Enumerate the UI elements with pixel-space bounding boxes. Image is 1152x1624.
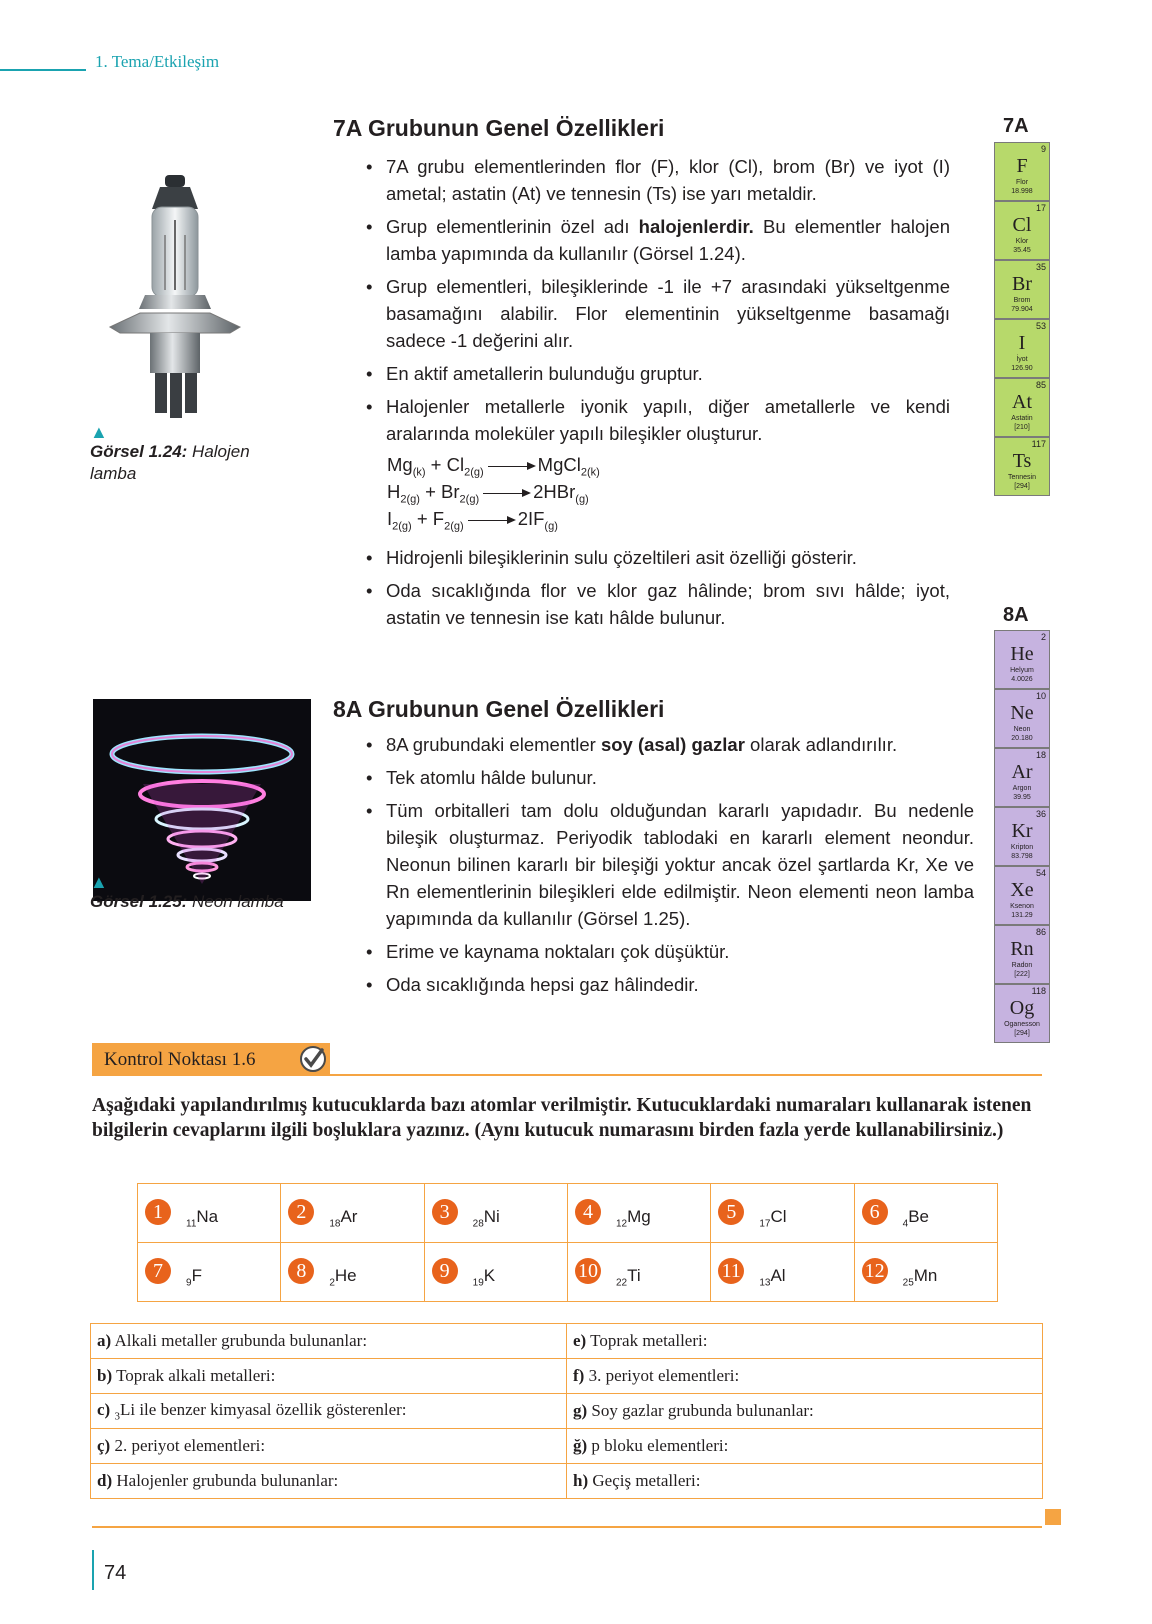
atom-label bbox=[186, 1207, 218, 1229]
question-c[interactable]: c) $_3$Li ile benzer kimyasal özellik gösterenler: bbox=[91, 1394, 567, 1429]
atomic-number: 25 bbox=[902, 1277, 914, 1289]
atomic-number: 17 bbox=[1035, 203, 1046, 213]
element-cell-xe bbox=[994, 866, 1050, 925]
atom-label bbox=[759, 1266, 785, 1288]
element-cell-at bbox=[994, 378, 1050, 437]
figure-caption-1-24: ▲ Görsel 1.24: Halojen lamba bbox=[90, 423, 280, 485]
question-g[interactable]: g) Soy gazlar grubunda bulunanlar: bbox=[567, 1394, 1043, 1429]
element-symbol: He bbox=[334, 1266, 357, 1285]
element-symbol: Xe bbox=[1010, 879, 1034, 901]
question-table bbox=[90, 1323, 1043, 1499]
element-symbol: Mn bbox=[913, 1266, 938, 1285]
list-item: • Halojenler metallerle iyonik yapılı, diğer ametallerle ve kendi aralarında moleküler yapılı bileşikler oluşturur. bbox=[362, 393, 950, 447]
element-name: Neon bbox=[1013, 726, 1031, 733]
list-item: • Grup elementleri, bileşiklerinde -1 ile +7 arasındaki yükseltgenme basamağını alabilir. Flor elementinin yükseltgenme basamağı sadece -1 değerini alır. bbox=[362, 273, 950, 354]
element-symbol: I bbox=[1018, 332, 1026, 354]
atom-box-5 bbox=[711, 1184, 854, 1243]
atom-label bbox=[473, 1207, 500, 1229]
atomic-number: 18 bbox=[1035, 750, 1046, 760]
figure-caption-1-25: ▲ Görsel 1.25: Neon lamba bbox=[90, 873, 310, 913]
atomic-mass: 83.798 bbox=[1011, 853, 1033, 860]
atomic-number: 11 bbox=[186, 1218, 197, 1230]
element-symbol: Kr bbox=[1011, 820, 1033, 842]
question-a[interactable]: a) Alkali metaller grubunda bulunanlar: bbox=[91, 1324, 567, 1359]
list-item: • Tek atomlu hâlde bulunur. bbox=[362, 764, 974, 791]
atomic-number: 36 bbox=[1035, 809, 1046, 819]
element-cell-cl bbox=[994, 201, 1050, 260]
element-name: Tennesin bbox=[1007, 474, 1037, 481]
atomic-mass: [294] bbox=[1014, 1030, 1030, 1037]
atomic-number: 118 bbox=[1031, 986, 1046, 996]
atomic-number: 4 bbox=[902, 1218, 909, 1230]
box-number-badge: 11 bbox=[718, 1258, 744, 1284]
atom-box-grid bbox=[137, 1183, 998, 1302]
box-number-badge: 3 bbox=[432, 1199, 458, 1225]
element-symbol: Na bbox=[196, 1207, 219, 1226]
atom-label bbox=[903, 1266, 938, 1288]
atomic-mass: [294] bbox=[1014, 483, 1030, 490]
7a-bullet-list bbox=[362, 153, 950, 453]
caption-marker-icon: ▲ bbox=[90, 872, 108, 892]
element-symbol: He bbox=[1010, 643, 1034, 665]
atomic-mass: 79.904 bbox=[1011, 306, 1033, 313]
atomic-mass: 39.95 bbox=[1013, 794, 1031, 801]
atomic-number: 17 bbox=[759, 1218, 771, 1230]
element-symbol: Rn bbox=[1010, 938, 1034, 960]
header-rule bbox=[0, 69, 86, 71]
list-item: • 7A grubu elementlerinden flor (F), klor (Cl), brom (Br) ve iyot (I) ametal; astatin (At) ve tennesin (Ts) ise yarı metaldir. bbox=[362, 153, 950, 207]
atom-label bbox=[186, 1266, 202, 1288]
element-cell-ts bbox=[994, 437, 1050, 496]
element-cell-i bbox=[994, 319, 1050, 378]
atom-label bbox=[616, 1207, 651, 1229]
element-symbol: Og bbox=[1009, 997, 1035, 1019]
element-name: Astatin bbox=[1011, 415, 1033, 422]
question-h[interactable]: h) Geçiş metalleri: bbox=[567, 1464, 1043, 1499]
atomic-mass: 20.180 bbox=[1011, 735, 1033, 742]
atom-box-2 bbox=[281, 1184, 424, 1243]
atomic-number: 2 bbox=[1040, 632, 1046, 642]
atomic-number: 2 bbox=[329, 1277, 335, 1289]
box-number-badge: 5 bbox=[718, 1199, 744, 1225]
question-f[interactable]: f) 3. periyot elementleri: bbox=[567, 1359, 1043, 1394]
element-cell-rn bbox=[994, 925, 1050, 984]
element-symbol: Ts bbox=[1012, 450, 1032, 472]
checkpoint-title: Kontrol Noktası 1.6 bbox=[92, 1043, 330, 1076]
halogen-lamp-image bbox=[105, 175, 245, 430]
atomic-number: 9 bbox=[1040, 144, 1046, 154]
atom-box-1 bbox=[138, 1184, 281, 1243]
atomic-number: 28 bbox=[472, 1218, 484, 1230]
box-number-badge: 9 bbox=[432, 1258, 458, 1284]
atom-box-6 bbox=[854, 1184, 997, 1243]
element-cell-he bbox=[994, 630, 1050, 689]
element-symbol: Ti bbox=[627, 1266, 641, 1285]
atomic-mass: 126.90 bbox=[1011, 365, 1033, 372]
element-symbol: Ne bbox=[1010, 702, 1034, 724]
page-number-rule bbox=[92, 1550, 94, 1590]
list-item: • Oda sıcaklığında flor ve klor gaz hâlinde; brom sıvı hâlde; iyot, astatin ve tennesin ise katı hâlde bulunur. bbox=[362, 577, 950, 631]
atomic-number: 117 bbox=[1031, 439, 1046, 449]
atomic-number: 22 bbox=[615, 1277, 628, 1289]
element-cell-ne bbox=[994, 689, 1050, 748]
question-gg[interactable]: ğ) p bloku elementleri: bbox=[567, 1429, 1043, 1464]
box-number-badge: 2 bbox=[288, 1199, 314, 1225]
atom-box-3 bbox=[424, 1184, 567, 1243]
atom-label bbox=[329, 1266, 356, 1288]
element-name: Ksenon bbox=[1010, 903, 1034, 910]
element-cell-f bbox=[994, 142, 1050, 201]
list-item: • En aktif ametallerin bulunduğu gruptur. bbox=[362, 360, 950, 387]
atomic-number: 18 bbox=[329, 1218, 341, 1230]
atom-box-11 bbox=[711, 1243, 854, 1302]
box-number-badge: 6 bbox=[862, 1199, 888, 1225]
element-symbol: K bbox=[483, 1266, 496, 1285]
box-number-badge: 7 bbox=[145, 1258, 171, 1284]
element-cell-ar bbox=[994, 748, 1050, 807]
element-symbol: Ni bbox=[483, 1207, 500, 1226]
checkmark-icon bbox=[298, 1044, 328, 1074]
box-number-badge: 4 bbox=[575, 1199, 601, 1225]
box-number-badge: 10 bbox=[575, 1258, 601, 1284]
8a-bullet-list bbox=[362, 731, 974, 1004]
atomic-number: 9 bbox=[186, 1277, 192, 1289]
neon-lamp-image bbox=[93, 699, 311, 901]
atomic-mass: 18.998 bbox=[1011, 188, 1033, 195]
element-symbol: F bbox=[1016, 155, 1028, 177]
atom-label bbox=[329, 1207, 357, 1229]
atomic-number: 13 bbox=[759, 1277, 771, 1289]
atomic-number: 35 bbox=[1035, 262, 1046, 272]
atom-label bbox=[759, 1207, 786, 1229]
checkpoint-instruction: Aşağıdaki yapılandırılmış kutucuklarda bazı atomlar verilmiştir. Kutucuklardaki numaraları kullanarak istenen bilgilerin cevaplarını ilgili boşluklara yazınız. (Aynı kutucuk numarasını birden fazla yerde kullanabilirsiniz.) bbox=[92, 1095, 1032, 1141]
element-name: Helyum bbox=[1010, 667, 1034, 674]
caption-marker-icon: ▲ bbox=[90, 422, 108, 442]
element-symbol: Ar bbox=[1011, 761, 1033, 783]
element-symbol: Br bbox=[1012, 273, 1032, 295]
question-cc[interactable]: ç) 2. periyot elementleri: bbox=[91, 1429, 567, 1464]
element-cell-kr bbox=[994, 807, 1050, 866]
atom-label bbox=[903, 1207, 929, 1229]
element-symbol: F bbox=[191, 1266, 202, 1285]
element-name: İyot bbox=[1016, 356, 1028, 363]
atomic-number: 54 bbox=[1035, 868, 1046, 878]
list-item: • Tüm orbitalleri tam dolu olduğundan kararlı yapıdadır. Bu nedenle bileşik oluşturmaz. Periyodik tablodaki en kararlı element neondur. Neonun bilinen kararlı bir bileşiği yoktur ancak özel şartlarda Kr, Xe ve Rn elementlerinin bileşikleri elde edilmiştir. Neon elementi neon lamba yapımında da kullanılır (Görsel 1.25). bbox=[362, 797, 974, 932]
element-symbol: Al bbox=[770, 1266, 786, 1285]
element-symbol: Cl bbox=[1012, 214, 1032, 236]
question-d[interactable]: d) Halojenler grubunda bulunanlar: bbox=[91, 1464, 567, 1499]
atomic-mass: [210] bbox=[1014, 424, 1030, 431]
group-8a-title: 8A bbox=[1003, 604, 1029, 626]
question-e[interactable]: e) Toprak metalleri: bbox=[567, 1324, 1043, 1359]
atomic-mass: [222] bbox=[1014, 971, 1030, 978]
element-symbol: At bbox=[1012, 391, 1032, 413]
list-item: • Grup elementlerinin özel adı halojenlerdir. Bu elementler halojen lamba yapımında da kullanılır (Görsel 1.24). bbox=[362, 213, 950, 267]
element-name: Flor bbox=[1015, 179, 1029, 186]
element-name: Oganesson bbox=[1004, 1021, 1040, 1028]
element-symbol: Ar bbox=[340, 1207, 358, 1226]
element-name: Brom bbox=[1013, 297, 1031, 304]
atom-box-10 bbox=[567, 1243, 710, 1302]
element-name: Klor bbox=[1015, 238, 1029, 245]
box-number-badge: 12 bbox=[862, 1258, 888, 1284]
footer-square bbox=[1045, 1509, 1061, 1525]
atom-box-8 bbox=[281, 1243, 424, 1302]
box-number-badge: 1 bbox=[145, 1199, 171, 1225]
page-number: 74 bbox=[104, 1562, 127, 1584]
atomic-number: 19 bbox=[472, 1277, 484, 1289]
atomic-number: 10 bbox=[1035, 691, 1046, 701]
box-number-badge: 8 bbox=[288, 1258, 314, 1284]
element-cell-og bbox=[994, 984, 1050, 1043]
list-item: • Oda sıcaklığında hepsi gaz hâlindedir. bbox=[362, 971, 974, 998]
list-item: • Erime ve kaynama noktaları çok düşüktür. bbox=[362, 938, 974, 965]
atomic-number: 53 bbox=[1035, 321, 1046, 331]
element-name: Kripton bbox=[1010, 844, 1034, 851]
atomic-number: 86 bbox=[1035, 927, 1046, 937]
list-item: • 8A grubundaki elementler soy (asal) gazlar olarak adlandırılır. bbox=[362, 731, 974, 758]
element-symbol: Cl bbox=[770, 1207, 787, 1226]
section-title-7a: 7A Grubunun Genel Özellikleri bbox=[333, 115, 665, 141]
footer-rule bbox=[92, 1526, 1042, 1528]
atomic-number: 12 bbox=[615, 1218, 628, 1230]
atom-label bbox=[473, 1266, 495, 1288]
element-name: Argon bbox=[1012, 785, 1032, 792]
atom-box-7 bbox=[138, 1243, 281, 1302]
question-b[interactable]: b) Toprak alkali metalleri: bbox=[91, 1359, 567, 1394]
atom-label bbox=[616, 1266, 641, 1288]
reaction-equations: $Mg_{(k)} + Cl_{2(g)}$ MgCl$_{2(k)}$ $H_{2(g)} + Br_{2(g)}$ 2HBr$_{(g)}$ $I_{2(g)} + F_{2(g)}$ $2IF_{(g)}$ bbox=[387, 454, 600, 533]
section-title-8a: 8A Grubunun Genel Özellikleri bbox=[333, 696, 665, 722]
list-item: • Hidrojenli bileşiklerinin sulu çözeltileri asit özelliği gösterir. bbox=[362, 544, 950, 571]
atom-box-12 bbox=[854, 1243, 997, 1302]
checkpoint-rule bbox=[92, 1074, 1042, 1076]
element-cell-br bbox=[994, 260, 1050, 319]
atom-box-4 bbox=[567, 1184, 710, 1243]
atomic-mass: 35.45 bbox=[1013, 247, 1031, 254]
group-7a-title: 7A bbox=[1003, 115, 1029, 137]
atomic-mass: 4.0026 bbox=[1011, 676, 1033, 683]
atom-box-9 bbox=[424, 1243, 567, 1302]
element-symbol: Be bbox=[908, 1207, 929, 1226]
breadcrumb: 1. Tema/Etkileşim bbox=[95, 52, 220, 71]
element-name: Radon bbox=[1011, 962, 1033, 969]
atomic-number: 85 bbox=[1035, 380, 1046, 390]
7a-bullet-list-2 bbox=[362, 544, 950, 637]
element-symbol: Mg bbox=[627, 1207, 651, 1226]
atomic-mass: 131.29 bbox=[1011, 912, 1033, 919]
